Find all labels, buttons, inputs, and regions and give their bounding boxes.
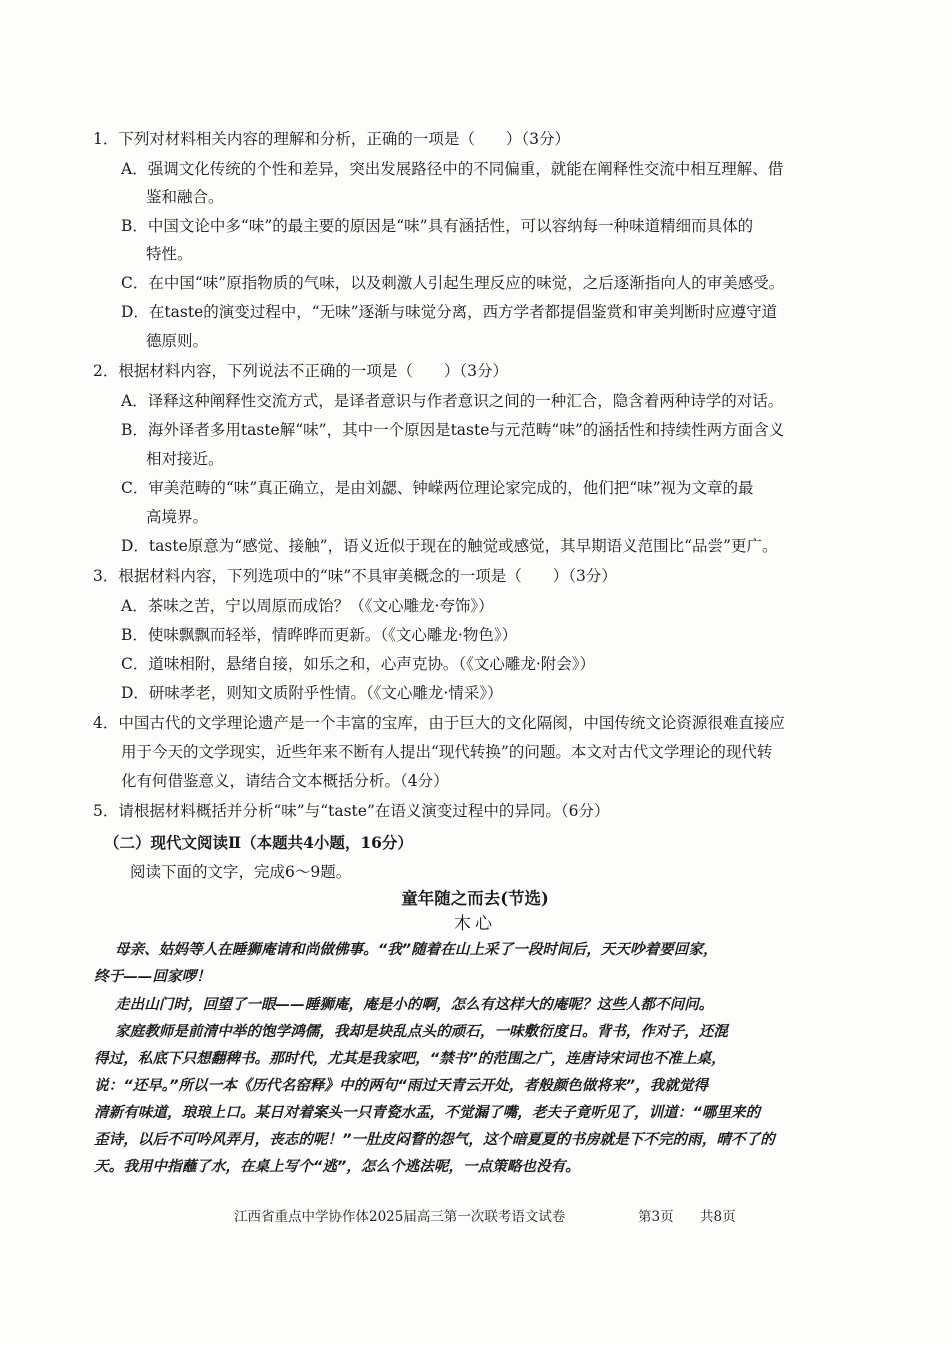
- passage-author: 木心: [454, 914, 496, 934]
- section-instruction: 阅读下面的文字，完成6～9题。: [130, 863, 352, 881]
- passage-title: 童年随之而去(节选): [401, 889, 549, 908]
- q3-option-c: C．道味相附，悬绪自接，如乐之和，心声克协。（《文心雕龙·附会》）: [121, 655, 596, 673]
- passage-line-2: 终于——回家啰！: [94, 968, 211, 985]
- q1-option-b: B．中国文论中多“味”的最主要的原因是“味”具有涵括性，可以容纳每一种味道精细而具体的: [121, 217, 754, 235]
- q2-option-d: D．taste原意为“感觉、接触”，语义近似于现在的触觉或感觉，其早期语义范围比“品尝”更广。: [121, 537, 778, 555]
- passage-line-9: 天。我用中指蘸了水，在桌上写个“逃”，怎么个逃法呢，一点策略也没有。: [94, 1158, 580, 1175]
- passage-line-8: 歪诗，以后不可吟风弄月，丧志的呢！”一肚皮闷瞀的怨气，这个暗夏夏的书房就是下不完的雨，晴不了的: [94, 1131, 775, 1148]
- passage-line-6: 说：“还早。”所以一本《历代名窑释》中的两句“雨过天青云开处，者般颜色做将来”，我就觉得: [94, 1077, 709, 1094]
- question-4-line-3: 化有何借鉴意义，请结合文本概括分析。（4分）: [121, 772, 449, 790]
- q3-option-d: D．研味孝老，则知文质附乎性情。（《文心雕龙·情采》）: [121, 684, 503, 702]
- footer-total-pages: 共8页: [700, 1209, 736, 1225]
- q2-option-a: A．译释这种阐释性交流方式，是译者意识与作者意识之间的一种汇合，隐含着两种诗学的对话。: [121, 392, 784, 410]
- passage-line-7: 清新有味道，琅琅上口。某日对着案头一只青瓷水盂，不觉漏了嘴，老夫子竟听见了，训道：“哪里来的: [94, 1104, 761, 1121]
- footer-page-number: 第3页: [638, 1209, 674, 1225]
- q1-option-c: C．在中国“味”原指物质的气味，以及刺激人引起生理反应的味觉，之后逐渐指向人的审美感受。: [121, 274, 785, 292]
- q3-option-a: A．茶味之苦，宁以周原而成饴？（《文心雕龙·夸饰》）: [121, 597, 494, 615]
- q3-option-b: B．使味飘飘而轻举，情晔晔而更新。（《文心雕龙·物色》）: [121, 626, 518, 644]
- q1-option-a: A．强调文化传统的个性和差异，突出发展路径中的不同偏重，就能在阐释性交流中相互理解、借: [121, 160, 784, 178]
- question-4-line-2: 用于今天的文学现实，近些年来不断有人提出“现代转换”的问题。本文对古代文学理论的现代转: [121, 743, 773, 761]
- question-5: 5．请根据材料概括并分析“味”与“taste”在语义演变过程中的异同。（6分）: [93, 802, 610, 820]
- q2-option-b-cont: 相对接近。: [146, 450, 224, 468]
- q2-option-b: B．海外译者多用taste解“味”，其中一个原因是taste与元范畴“味”的涵括性和持续性两方面含义: [121, 421, 785, 439]
- passage-line-4: 家庭教师是前清中举的饱学鸿儒，我却是块乱点头的顽石，一味敷衍度日。背书，作对子，还混: [115, 1023, 728, 1040]
- q1-option-d: D．在taste的演变过程中，“无味”逐渐与味觉分离，西方学者都提倡鉴赏和审美判断时应遵守道: [121, 303, 778, 321]
- passage-line-1: 母亲、姑妈等人在睡狮庵请和尚做佛事。“我”随着在山上采了一段时间后，天天吵着要回家，: [115, 941, 718, 958]
- passage-line-5: 得过，私底下只想翻稗书。那时代，尤其是我家吧，“禁书”的范围之广，连唐诗宋词也不准上桌，: [94, 1050, 726, 1067]
- footer-exam-title: 江西省重点中学协作体2025届高三第一次联考语文试卷: [234, 1209, 566, 1225]
- question-4-line-1: 4．中国古代的文学理论遗产是一个丰富的宝库，由于巨大的文化隔阂，中国传统文论资源很难直接应: [93, 714, 785, 732]
- question-2-stem: 2．根据材料内容，下列说法不正确的一项是（ ）（3分）: [93, 362, 508, 380]
- q2-option-c: C．审美范畴的“味”真正确立，是由刘勰、钟嵘两位理论家完成的，他们把“味”视为文章的最: [121, 479, 754, 497]
- section-heading: （二）现代文阅读Ⅱ（本题共4小题，16分）: [104, 833, 413, 852]
- q1-option-a-cont: 鉴和融合。: [146, 188, 224, 206]
- question-1-stem: 1．下列对材料相关内容的理解和分析，正确的一项是（ ）（3分）: [93, 130, 570, 148]
- question-3-stem: 3．根据材料内容，下列选项中的“味”不具审美概念的一项是（ ）（3分）: [93, 567, 617, 585]
- q2-option-c-cont: 高境界。: [146, 508, 209, 526]
- q1-option-d-cont: 德原则。: [146, 332, 209, 350]
- q1-option-b-cont: 特性。: [146, 245, 193, 263]
- passage-line-3: 走出山门时，回望了一眼——睡狮庵，庵是小的啊，怎么有这样大的庵呢？这些人都不问问。: [115, 996, 714, 1013]
